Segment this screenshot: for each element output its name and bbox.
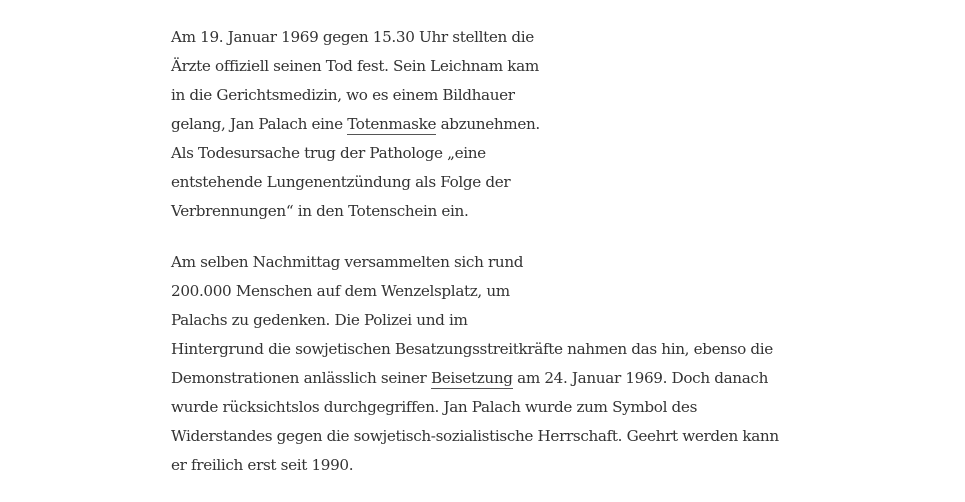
text-line — [171, 110, 791, 139]
totenmaske-link[interactable]: Totenmaske — [347, 115, 437, 133]
text-line: Als Todesursache trug der Pathologe „eine — [171, 144, 486, 162]
text-line: er freilich erst seit 1990. — [171, 456, 354, 474]
text-line: Hintergrund die sowjetischen Besatzungsstreitkräfte nahmen das hin, ebenso die — [171, 340, 773, 358]
text-segment: Demonstrationen anlässlich seiner — [171, 369, 431, 387]
text-line: 200.000 Menschen auf dem Wenzelsplatz, um — [171, 282, 510, 300]
text-line: Palachs zu gedenken. Die Polizei und im — [171, 311, 468, 329]
text-line: Verbrennungen“ in den Totenschein ein. — [171, 202, 469, 220]
beisetzung-link[interactable]: Beisetzung — [430, 369, 513, 387]
text-line: wurde rücksichtslos durchgegriffen. Jan Palach wurde zum Symbol des — [171, 398, 698, 416]
paragraph-spacer — [171, 226, 791, 248]
text-line — [171, 364, 791, 393]
paragraph-death — [171, 23, 791, 226]
text-line: entstehende Lungenentzündung als Folge der — [171, 173, 511, 191]
text-line: Widerstandes gegen die sowjetisch-sozialistische Herrschaft. Geehrt werden kann — [171, 427, 779, 445]
text-segment: am 24. Januar 1969. Doch danach — [512, 369, 769, 387]
paragraph-aftermath — [171, 248, 791, 480]
text-segment: gelang, Jan Palach eine — [171, 115, 348, 133]
text-line: in die Gerichtsmedizin, wo es einem Bildhauer — [171, 86, 515, 104]
text-line: Ärzte offiziell seinen Tod fest. Sein Leichnam kam — [171, 57, 539, 75]
text-line: Am 19. Januar 1969 gegen 15.30 Uhr stellten die — [171, 28, 534, 46]
text-line: Am selben Nachmittag versammelten sich rund — [171, 253, 524, 271]
text-segment: abzunehmen. — [436, 115, 540, 133]
article-body — [171, 23, 791, 480]
